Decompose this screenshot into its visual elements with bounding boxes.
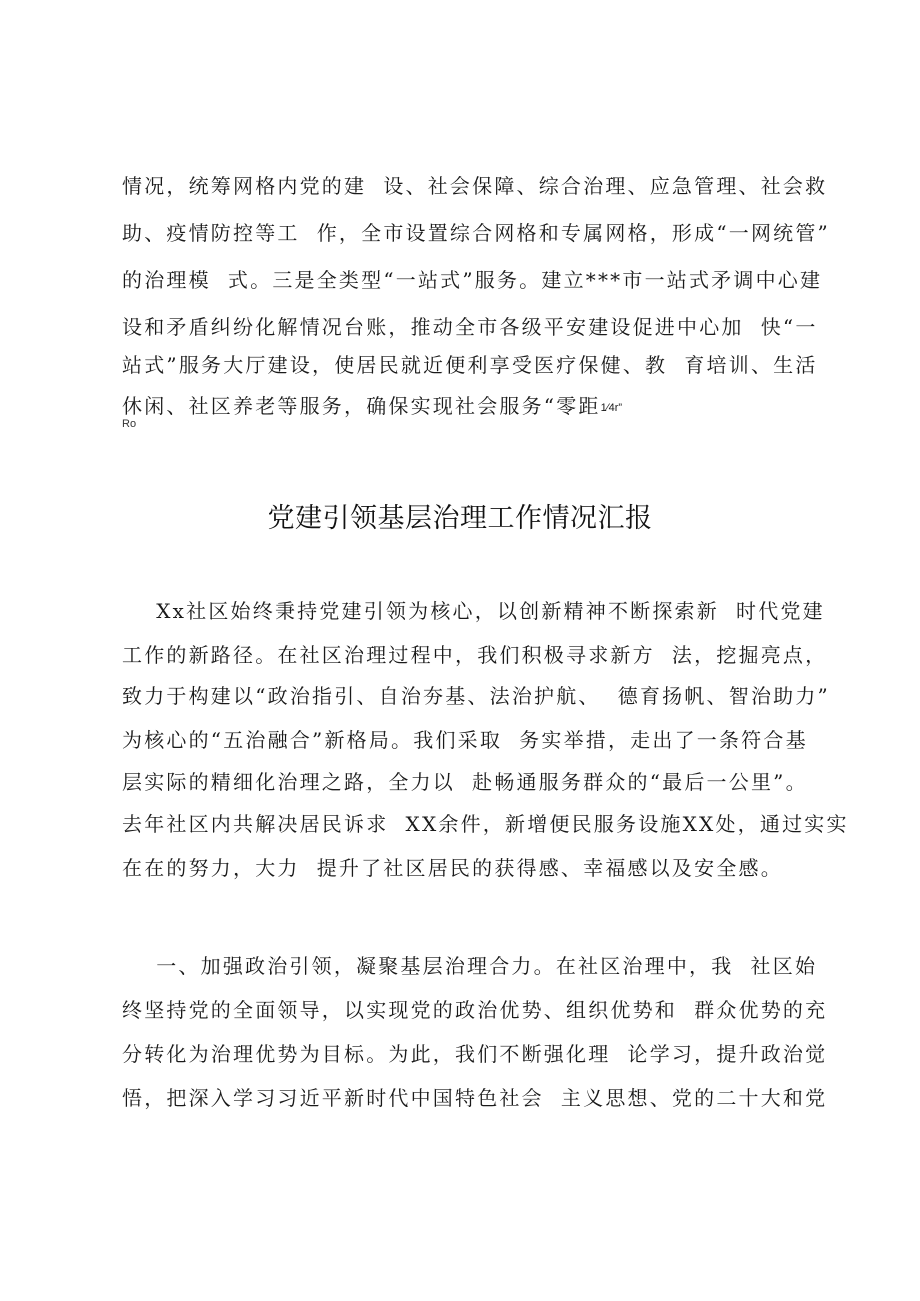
text-line: 悟，把深入学习习近平新时代中国特色社会 主义思想、党的二十大和党 [122,1086,828,1110]
text-line: 设和矛盾纠纷化解情况台账，推动全市各级平安建设促进中心加 快“一 [122,315,818,339]
text-line: 在在的努力，大力 提升了社区居民的获得感、幸福感以及安全感。 [122,856,783,880]
text-line: 分转化为治理优势为目标。为此，我们不断强化理 论学习，提升政治觉 [122,1042,828,1066]
text-line-last-main: 休闲、社区养老等服务，确保实现社会服务“零距 [122,394,601,418]
text-line-last [122,396,622,416]
text-line: 一、加强政治引领，凝聚基层治理合力。在社区治理中，我 社区始 [122,954,818,978]
document-title: 党建引领基层治理工作情况汇报 [267,503,653,534]
text-line: 致力于构建以“政治指引、自治夯基、法治护航、 德育扬帆、智治助力” [122,684,830,708]
text-line: 层实际的精细化治理之路，全力以 赴畅通服务群众的“最后一公里”。 [122,770,808,794]
text-line: 的治理模 式。三是全类型“一站式”服务。建立***市一站式矛调中心建 [122,268,823,292]
text-line: 助、疫情防控等工 作，全市设置综合网格和专属网格，形成“一网统管” [122,221,830,245]
text-line: 情况，统筹网格内党的建 设、社会保障、综合治理、应急管理、社会救 [122,174,828,198]
text-line: 去年社区内共解决居民诉求 XX余件，新增便民服务设施XX处，通过实实 [122,812,849,836]
text-line: 终坚持党的全面领导，以实现党的政治优势、组织优势和 群众优势的充 [122,998,828,1022]
garbled-tail: 1⁄4r” [600,402,623,414]
stray-mark: Ro [122,418,137,430]
text-line: 站式”服务大厅建设，使居民就近便利享受医疗保健、教 育培训、生活 [122,353,818,377]
text-line: Xx社区始终秉持党建引领为核心，以创新精神不断探索新 时代党建 [122,599,825,623]
text-line: 为核心的“五治融合”新格局。我们采取 务实举措，走出了一条符合基 [122,728,808,752]
text-line: 工作的新路径。在社区治理过程中，我们积极寻求新方 法，挖掘亮点， [122,643,828,667]
